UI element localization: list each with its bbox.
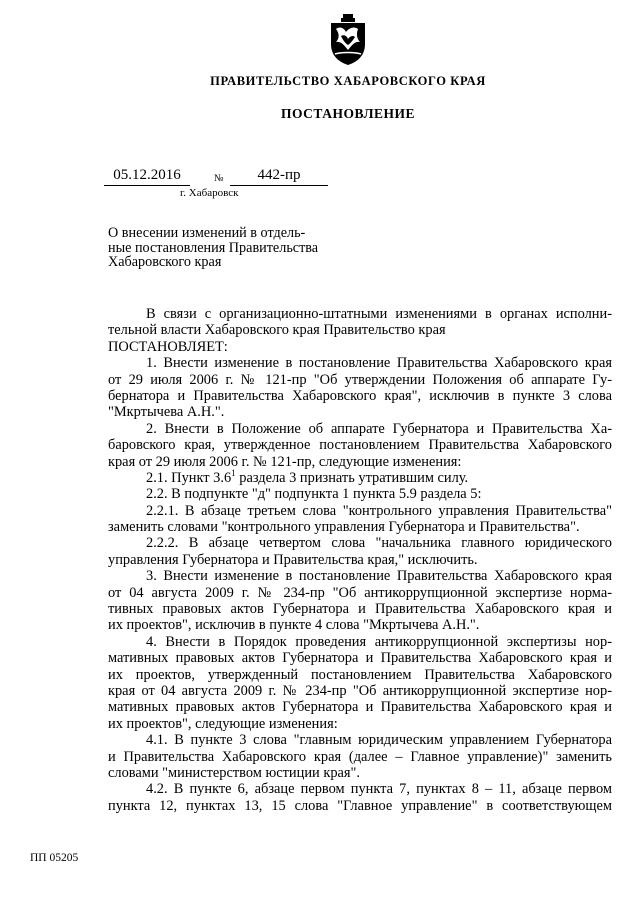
body-line: 2. Внести в Положение об аппарате Губернатора и Правительства Ха- — [146, 420, 612, 437]
body-line: пункта 12, пунктах 13, 15 слова "Главное управление" в соответствующем — [108, 797, 612, 814]
body-line: 3. Внести изменение в постановление Правительства Хабаровского края — [146, 568, 612, 585]
body-line: края от 29 июля 2006 г. № 121-пр, следующие изменения: — [108, 453, 462, 470]
body-line: края от 04 августа 2009 г. № 234-пр "Об антикоррупционной экспертизе нор- — [108, 682, 612, 699]
body-line: заменить словами "контрольного управления Губернатора и Правительства". — [108, 519, 580, 536]
body-line: 2.2.2. В абзаце четвертом слова "начальника главного юридического — [146, 535, 612, 552]
subject-line: Хабаровского края — [108, 254, 222, 270]
document-body — [108, 306, 612, 814]
subject-line: ные постановления Правительства — [108, 239, 319, 256]
document-subject — [108, 226, 348, 270]
body-line — [108, 470, 612, 486]
document-type-title: ПОСТАНОВЛЕНИЕ — [280, 106, 416, 121]
document-date: 05.12.2016 — [104, 166, 190, 186]
body-line: 4.2. В пункте 6, абзаце первом пункта 7, пунктах 8 – 11, абзаце первом — [146, 781, 612, 798]
body-line: их проектов, утвержденный постановлением Правительства Хабаровского — [108, 666, 612, 683]
body-line: мативных правовых актов Губернатора и Правительства Хабаровского края и — [108, 699, 612, 716]
body-text: раздела 3 признать утратившим силу. — [235, 469, 469, 486]
document-number: 442-пр — [230, 166, 328, 186]
body-line: 1. Внести изменение в постановление Правительства Хабаровского края — [146, 355, 612, 372]
body-line: от 29 июля 2006 г. № 121-пр "Об утверждении Положения об аппарате Гу- — [108, 371, 612, 388]
body-line: тельной власти Хабаровского края Правительство края — [108, 322, 446, 339]
organization-title: ПРАВИТЕЛЬСТВО ХАБАРОВСКОГО КРАЯ — [210, 74, 486, 88]
body-line: баровского края, утвержденное постановлением Правительства Хабаровского — [108, 437, 612, 454]
superscript: 1 — [231, 468, 236, 479]
body-line: 4. Внести в Порядок проведения антикоррупционной экспертизы нор- — [146, 633, 612, 650]
body-line: бернатора и Правительства Хабаровского края", исключив в пункте 3 слова — [108, 387, 612, 404]
body-line: управления Губернатора и Правительства края," исключить. — [108, 551, 478, 568]
body-line: и Правительства Хабаровского края (далее – Главное управление)" заменить — [108, 748, 612, 765]
body-line: словами "министерством юстиции края". — [108, 764, 360, 781]
body-text: 2.1. Пункт 3.6 — [146, 469, 232, 486]
body-line: ПОСТАНОВЛЯЕТ: — [108, 338, 228, 355]
body-line: В связи с организационно-штатными изменениями в органах исполни- — [146, 306, 612, 322]
document-city: г. Хабаровск — [180, 187, 239, 199]
body-line: "Мкртычева А.Н.". — [108, 404, 225, 421]
body-line: тивных правовых актов Губернатора и Правительства Хабаровского края и — [108, 601, 612, 618]
body-line: их проектов", следующие изменения: — [108, 715, 338, 732]
coat-of-arms-icon — [327, 14, 369, 66]
body-line: мативных правовых актов Губернатора и Правительства Хабаровского края и — [108, 650, 612, 667]
body-line: 2.2.1. В абзаце третьем слова "контрольного управления Правительства" — [146, 502, 612, 519]
body-line: их проектов", исключив в пункте 4 слова "Мкртычева А.Н.". — [108, 617, 480, 634]
body-line: 4.1. В пункте 3 слова "главным юридическим управлением Губернатора — [146, 732, 612, 749]
document-code: ПП 05205 — [30, 852, 79, 864]
body-line: от 04 августа 2009 г. № 234-пр "Об антикоррупционной экспертизе норма- — [108, 584, 612, 601]
subject-line: О внесении изменений в отдель- — [108, 225, 306, 241]
number-sign: № — [214, 173, 224, 184]
body-line: 2.2. В подпункте "д" подпункта 1 пункта 5.9 раздела 5: — [146, 486, 482, 503]
